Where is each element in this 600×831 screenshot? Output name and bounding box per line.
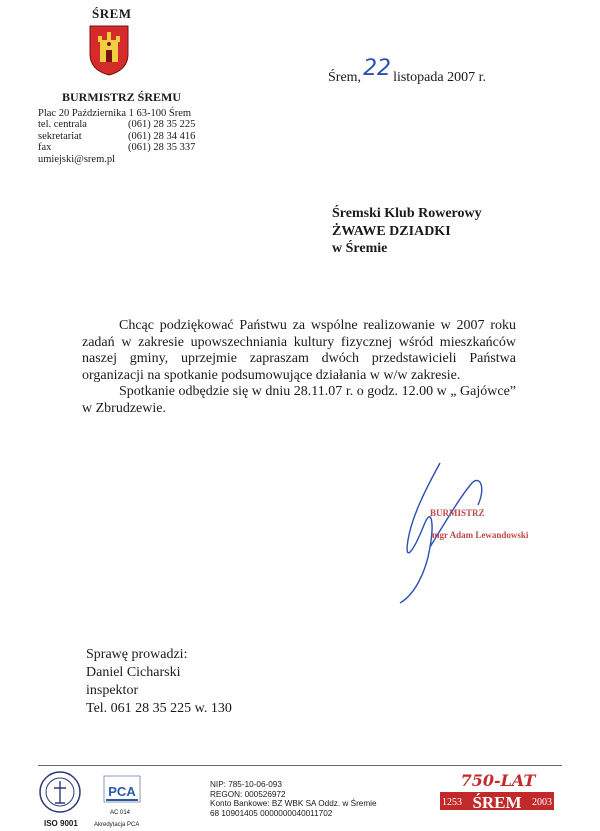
town-crest-icon [88, 24, 130, 76]
regon-number: REGON: 000526972 [210, 789, 286, 799]
signature-title: BURMISTRZ [430, 508, 485, 518]
handler-phone: Tel. 061 28 35 225 w. 130 [86, 701, 232, 716]
iso-certification-seal-icon [38, 770, 82, 814]
contact-value: (061) 28 35 225 [128, 119, 196, 131]
letter-body [82, 318, 516, 417]
pca-code: AC 014 [110, 810, 131, 816]
recipient-block [332, 205, 482, 258]
date-city: Śrem, [328, 70, 362, 85]
body-paragraph: Spotkanie odbędzie się w dniu 28.11.07 r. o godz. 12.00 w „ Gajówce” w Zbrudzewie. [82, 384, 516, 416]
jubilee-logo-icon [438, 768, 556, 818]
bank-account: 68 10901405 0000000040011702 [210, 808, 333, 818]
office-name: BURMISTRZ ŚREMU [62, 90, 182, 104]
recipient-line: Śremski Klub Rowerowy [332, 206, 482, 221]
contact-label: tel. centrala [38, 119, 87, 131]
contact-value: (061) 28 34 416 [128, 130, 196, 142]
pca-accreditation-logo-icon [100, 772, 144, 810]
bank-name: Konto Bankowe: BZ WBK SA Oddz. w Śremie [210, 799, 377, 809]
pca-label: Akredytacja PCA [94, 822, 140, 828]
letter-date [328, 56, 486, 87]
handler-name: Daniel Cicharski [86, 665, 181, 680]
body-paragraph: Chcąc podziękować Państwu za wspólne realizowanie w 2007 roku zadań w zakresie upowszechniania kultury fizycznej wśród mieszkańców naszej gminy, uprzejmie zapraszam dwóch przedstawicieli Państwa organizacji na spotkanie podsumowujące działania w w/w zakresie. [82, 318, 516, 383]
town-name: ŚREM [92, 6, 132, 21]
jubilee-year-end: 2003 [532, 797, 552, 808]
address-line: Plac 20 Października 1 63-100 Śrem [38, 108, 192, 119]
recipient-line: ŻWAWE DZIADKI [332, 223, 451, 239]
nip-number: NIP: 785-10-06-093 [210, 780, 282, 789]
contact-value: (061) 28 35 337 [128, 142, 196, 154]
handler-position: inspektor [86, 683, 139, 698]
pca-text: PCA [108, 784, 136, 799]
handled-by-label: Sprawę prowadzi: [86, 647, 188, 662]
jubilee-top: 750-LAT [460, 771, 536, 790]
date-rest: listopada 2007 r. [393, 70, 486, 85]
recipient-line: w Śremie [332, 241, 388, 256]
footer-divider [38, 765, 562, 766]
registration-details [210, 780, 377, 818]
email-address: umiejski@srem.pl [38, 153, 116, 165]
date-day-handwritten: 22 [363, 56, 392, 81]
contact-label: fax [38, 142, 52, 154]
iso-label: ISO 9001 [44, 819, 78, 828]
handled-by-block [86, 646, 232, 718]
contact-label: sekretariat [38, 130, 82, 142]
signature-name: mgr Adam Lewandowski [432, 530, 529, 540]
letterhead-address [38, 108, 195, 165]
jubilee-year-start: 1253 [442, 797, 462, 808]
jubilee-town: ŚREM [472, 793, 522, 812]
